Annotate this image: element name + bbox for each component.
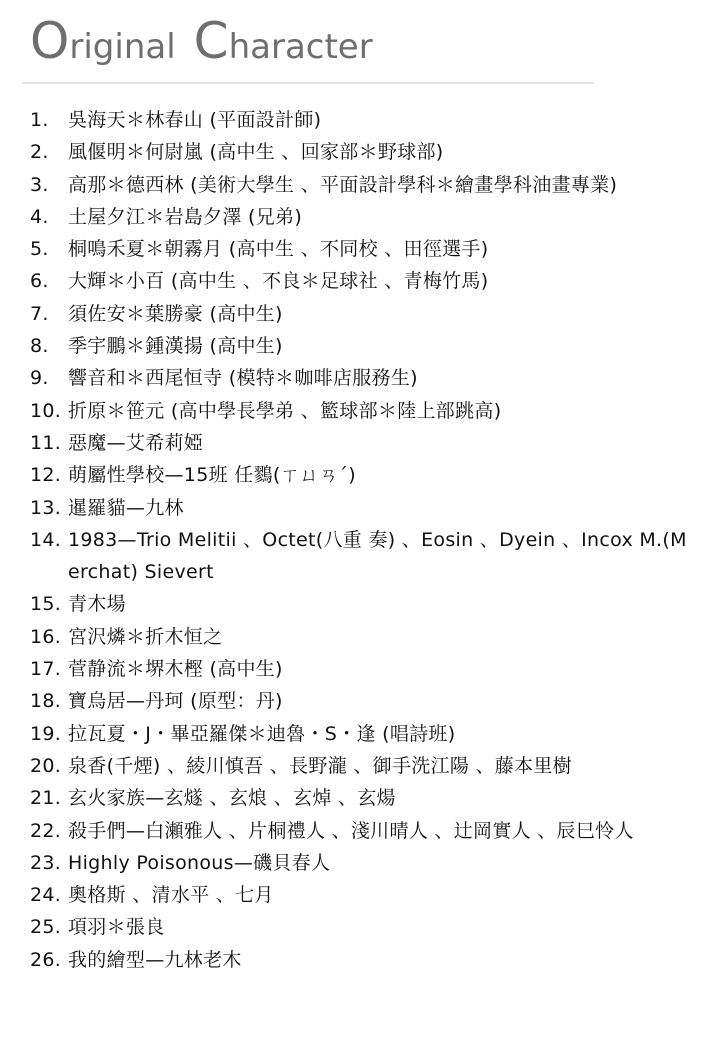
title-initial-o: O — [30, 12, 70, 70]
list-item-number: 23. — [30, 851, 62, 874]
list-item — [30, 362, 698, 394]
list-item — [30, 944, 698, 976]
title-initial-c: C — [193, 12, 229, 70]
list-item-number: 22. — [30, 819, 62, 842]
page-title — [30, 8, 373, 74]
list-item-text: 須佐安＊葉勝豪 (高中生) — [68, 302, 283, 325]
list-item-number: 2. — [30, 141, 49, 164]
list-item — [30, 201, 698, 233]
character-list — [30, 104, 698, 976]
list-item — [30, 685, 698, 717]
list-item-number: 6. — [30, 270, 49, 293]
list-item-text: 風偃明＊何尉嵐 (高中生 、回家部＊野球部) — [68, 141, 444, 164]
list-item — [30, 395, 698, 427]
list-item-text: 土屋夕江＊岩島夕澤 (兄弟) — [68, 205, 303, 228]
list-item-number: 4. — [30, 205, 49, 228]
list-item-number: 15. — [30, 593, 62, 616]
list-item-text: 青木場 — [68, 593, 126, 616]
list-item — [30, 265, 698, 297]
title-word-haracter: haracter — [228, 27, 373, 67]
list-item-number: 21. — [30, 787, 62, 810]
list-item-text: 泉香(千煙) 、綾川慎吾 、長野瀧 、御手洗江陽 、藤本里樹 — [68, 754, 572, 777]
list-item-number: 3. — [30, 173, 49, 196]
list-item-number: 12. — [30, 464, 62, 487]
list-item-number: 20. — [30, 754, 62, 777]
list-item-text: 萌屬性學校—15班 任鷚(ㄒㄩㄢˊ) — [68, 464, 356, 487]
list-item-number: 18. — [30, 690, 62, 713]
title-divider — [22, 82, 594, 84]
list-item — [30, 492, 698, 524]
list-item — [30, 718, 698, 750]
list-item-text: 暹羅貓—九林 — [68, 496, 184, 519]
list-item-number: 10. — [30, 399, 62, 422]
list-item-text: 我的繪型—九林老木 — [68, 948, 242, 971]
list-item-number: 9. — [30, 367, 49, 390]
list-item-number: 26. — [30, 948, 62, 971]
list-item-number: 14. — [30, 528, 62, 551]
list-item-text: 奧格斯 、清水平 、七月 — [68, 884, 274, 907]
list-item-text: 吳海天＊林春山 (平面設計師) — [68, 109, 322, 131]
list-item-number: 17. — [30, 658, 62, 681]
list-item — [30, 815, 698, 847]
list-item — [30, 653, 698, 685]
list-item-text: 拉瓦夏・J・畢亞羅傑＊迪魯・S・逢 (唱詩班) — [68, 722, 456, 745]
list-item-number: 16. — [30, 625, 62, 648]
list-item — [30, 588, 698, 620]
list-item-number: 8. — [30, 335, 49, 358]
list-item-number: 11. — [30, 431, 62, 454]
list-item-number: 25. — [30, 916, 62, 939]
list-item-number: 19. — [30, 722, 62, 745]
list-item — [30, 524, 698, 589]
list-item — [30, 750, 698, 782]
list-item-text: 宮沢燐＊折木恒之 — [68, 625, 223, 648]
list-item-number: 1. — [30, 109, 49, 131]
list-item-number: 24. — [30, 884, 62, 907]
list-item-text: 大輝＊小百 (高中生 、不良＊足球社 、青梅竹馬) — [68, 270, 489, 293]
list-item — [30, 427, 698, 459]
list-item — [30, 621, 698, 653]
list-item — [30, 136, 698, 168]
list-item-number: 7. — [30, 302, 49, 325]
list-item — [30, 104, 698, 136]
list-item — [30, 233, 698, 265]
list-item-text: 玄火家族—玄燧 、玄烺 、玄焯 、玄煬 — [68, 787, 396, 810]
list-item-text: 惡魔—艾希莉婭 — [68, 431, 204, 454]
list-item-text: 1983—Trio Melitii 、Octet(八重 奏) 、Eosin 、Dyein 、Incox M.(Merchat) Sievert — [68, 528, 687, 584]
list-item-text: 殺手們—白瀬雅人 、片桐禮人 、淺川晴人 、辻岡實人 、辰巳怜人 — [68, 819, 634, 842]
list-item — [30, 169, 698, 201]
list-item — [30, 330, 698, 362]
list-item — [30, 879, 698, 911]
list-item — [30, 847, 698, 879]
list-item-text: Highly Poisonous—磯貝春人 — [68, 851, 331, 874]
list-item-text: 響音和＊西尾恒寺 (模特＊咖啡店服務生) — [68, 367, 418, 390]
list-item-text: 桐鳴禾夏＊朝霧月 (高中生 、不同校 、田徑選手) — [68, 238, 489, 261]
list-item — [30, 911, 698, 943]
list-item-number: 5. — [30, 238, 49, 261]
list-item — [30, 298, 698, 330]
list-item-text: 季宇鵬＊鍾漢揚 (高中生) — [68, 335, 283, 358]
list-item-text: 項羽＊張良 — [68, 916, 165, 939]
list-item-text: 菅静流＊堺木樫 (高中生) — [68, 658, 283, 681]
list-item-text: 寶烏居—丹珂 (原型：丹) — [68, 690, 283, 713]
list-item — [30, 782, 698, 814]
list-item-number: 13. — [30, 496, 62, 519]
list-item-text: 折原＊笹元 (高中學長學弟 、籃球部＊陸上部跳高) — [68, 399, 502, 422]
title-word-riginal: riginal — [69, 27, 176, 67]
list-item — [30, 459, 698, 491]
list-item-text: 高那＊德西林 (美術大學生 、平面設計學科＊繪畫學科油畫專業) — [68, 173, 618, 196]
